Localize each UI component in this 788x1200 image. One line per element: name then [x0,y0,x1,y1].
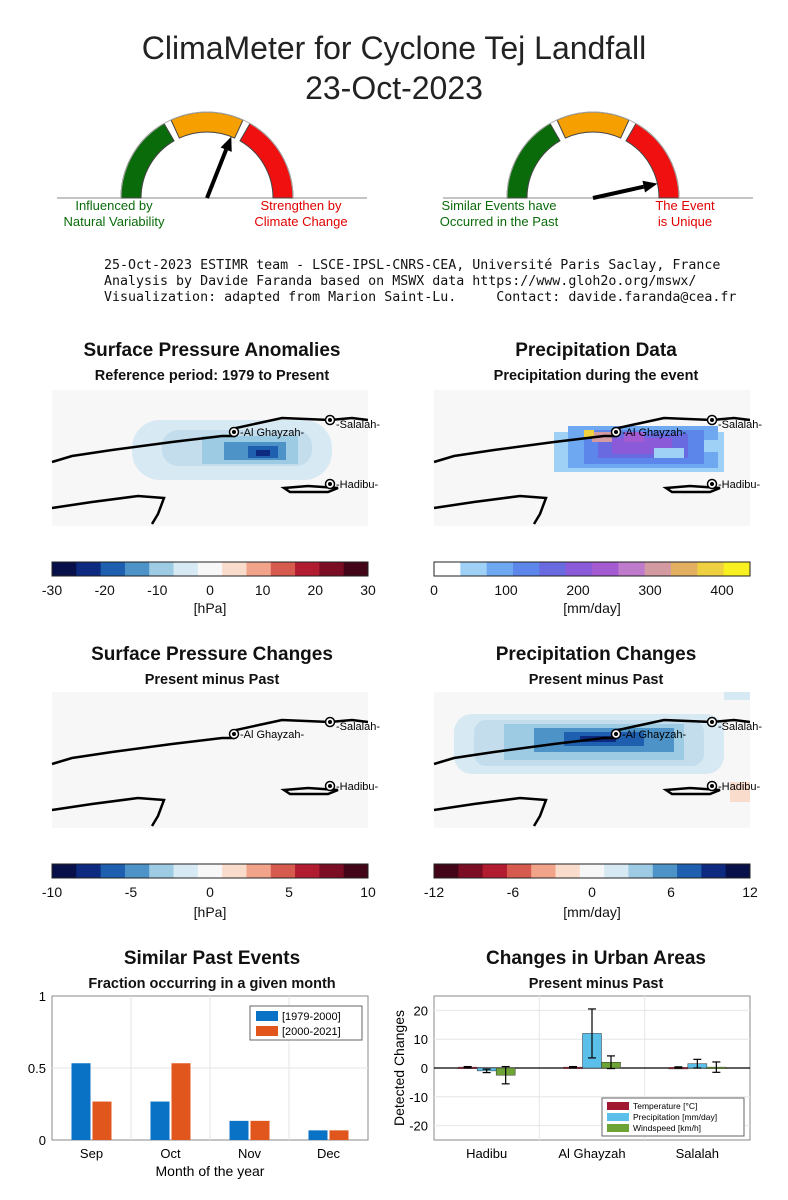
salalah-label: -Salalah- [336,419,381,431]
colorbar-segment [319,562,344,576]
chart1-bar [93,1102,112,1140]
gauge-left-label-right [236,198,366,230]
spe-title: Similar Past Events [123,948,301,969]
colorbar-segment [645,562,672,576]
spc-title: Surface Pressure Changes [91,644,333,665]
al-ghayzah-marker-dot [232,732,236,736]
chart-changes-urban-areas [391,996,750,1161]
chart2-ytick: 20 [413,1003,428,1019]
spa-ticks [41,582,376,602]
credits-line3: Visualization: adapted from Marion Saint-Lu. Contact: davide.faranda@cea.fr [104,290,737,305]
credits [104,258,736,306]
spa-tick: 0 [206,582,214,598]
hadibu-label: -Hadibu- [718,781,761,793]
colorbar-segment [198,864,223,878]
chart2-legend-swatch [607,1113,629,1121]
pd-tick: 400 [710,582,734,598]
spc-tick: -10 [41,884,63,900]
chart1-ytick: 1 [38,989,46,1004]
colorbar-pc [434,864,750,878]
pd-subtitle: Precipitation during the event [493,368,699,384]
colorbar-segment [458,864,483,878]
colorbar-segment [101,864,126,878]
pc-tick: 6 [667,884,675,900]
spc-tick: 10 [360,884,376,900]
map-pd [434,390,763,526]
gauge-right [443,112,753,198]
pc-tick: 0 [588,884,596,900]
gauge-left-needle [207,150,226,198]
pd-title: Precipitation Data [515,340,677,361]
colorbar-segment [653,864,678,878]
chart1-ytick: 0.5 [27,1061,46,1076]
map-pc [434,692,763,828]
spa-tick: 30 [360,582,376,598]
colorbar-segment [174,562,199,576]
colorbar-segment [198,562,223,576]
chart2-ytick: 10 [413,1032,428,1048]
spa-unit: [hPa] [193,600,227,616]
al-ghayzah-label: -Al Ghayzah- [240,427,305,439]
pd-tick: 300 [638,582,662,598]
chart1-bar [72,1063,91,1140]
gauge-left-label-left-line1: Influenced by [75,198,153,213]
colorbar-segment [76,864,101,878]
spa-tick: 20 [307,582,324,598]
colorbar-segment [101,562,126,576]
chart2-ytick: 0 [420,1061,428,1076]
chart1-bar [230,1121,249,1140]
pc-ticks [423,884,758,904]
al-ghayzah-label: -Al Ghayzah- [622,427,687,439]
al-ghayzah-marker-dot [614,430,618,434]
chart1-legend-swatch [256,1026,278,1036]
salalah-label: -Salalah- [336,721,381,733]
spc-tick: 0 [206,884,214,900]
chart2-xtick: Salalah [675,1146,720,1161]
colorbar-segment [222,864,247,878]
colorbar-segment [580,864,605,878]
salalah-marker-dot [328,418,332,422]
spa-tick: -30 [41,582,63,598]
chart1-bar [151,1102,170,1140]
chart2-legend-label: Temperature [°C] [633,1101,698,1111]
colorbar-segment [724,562,751,576]
colorbar-segment [507,864,532,878]
colorbar-segment [628,864,653,878]
salalah-marker-dot [710,720,714,724]
chart-similar-past-events [28,989,368,1179]
chart1-legend-label: [2000-2021] [282,1026,341,1038]
colorbar-segment [483,864,508,878]
colorbar-segment [539,562,566,576]
hadibu-label: -Hadibu- [336,781,379,793]
chart1-ytick: 0 [38,1133,46,1148]
spc-tick: 5 [285,884,293,900]
map-spc [52,692,381,828]
pd-unit: [mm/day] [563,600,621,616]
gauge-left-label-right-line1: Strengthen by [260,198,342,213]
colorbar-segment [52,562,77,576]
map-spa [52,390,381,526]
spa-tick: 10 [254,582,271,598]
gauge-right-label-left [424,198,574,230]
colorbar-segment [149,864,174,878]
salalah-label: -Salalah- [718,419,763,431]
chart1-xtick: Sep [79,1146,104,1161]
colorbar-segment [76,562,101,576]
credits-line1: 25-Oct-2023 ESTIMR team - LSCE-IPSL-CNRS-CEA, Université Paris Saclay, France [104,258,721,273]
spc-unit: [hPa] [193,904,227,920]
hadibu-label: -Hadibu- [718,479,761,491]
gauge-left-needle-head [221,137,232,152]
gauge-left-label-left [44,198,184,230]
colorbar-pd [434,562,750,576]
event-date: 23-Oct-2023 [305,70,483,106]
colorbar-segment [677,864,702,878]
spc-subtitle: Present minus Past [144,672,280,688]
colorbar-segment [487,562,514,576]
al-ghayzah-marker-dot [614,732,618,736]
spa-tick: -10 [147,582,168,598]
colorbar-segment [513,562,540,576]
al-ghayzah-label: -Al Ghayzah- [240,729,305,741]
pd-tick: 0 [430,582,438,598]
chart1-bar [251,1121,270,1140]
colorbar-segment [319,864,344,878]
colorbar-segment [697,562,724,576]
colorbar-segment [174,864,199,878]
chart2-legend-swatch [607,1102,629,1110]
salalah-marker-dot [710,418,714,422]
colorbar-segment [344,864,369,878]
salalah-marker-dot [328,720,332,724]
pd-tick: 100 [494,582,518,598]
chart2-xtick: Hadibu [466,1146,508,1161]
colorbar-segment [344,562,369,576]
chart2-legend-label: Windspeed [km/h] [633,1123,702,1133]
chart2-ytick: -20 [409,1118,428,1134]
hadibu-label: -Hadibu- [336,479,379,491]
colorbar-segment [726,864,751,878]
credits-line2: Analysis by Davide Faranda based on MSWX data https://www.gloh2o.org/mswx/ [104,274,697,289]
pd-tick: 200 [566,582,590,598]
colorbar-segment [125,864,150,878]
chart2-xtick: Al Ghayzah [558,1146,626,1161]
colorbar-segment [566,562,593,576]
pc-tick: 12 [742,884,758,900]
pc-tick: -6 [506,884,520,900]
spe-subtitle: Fraction occurring in a given month [88,976,336,992]
colorbar-segment [434,864,459,878]
page-title: ClimaMeter for Cyclone Tej Landfall [141,30,647,66]
hadibu-marker-dot [710,482,714,486]
colorbar-segment [604,864,629,878]
spa-tick: -20 [94,582,115,598]
spc-tick: -5 [124,884,138,900]
chart2-legend [602,1098,744,1136]
spa-subtitle: Reference period: 1979 to Present [94,368,330,384]
colorbar-segment [618,562,645,576]
pc-unit: [mm/day] [563,904,621,920]
chart1-xtick: Nov [237,1146,262,1161]
chart1-bar [330,1130,349,1140]
colorbar-segment [52,864,77,878]
colorbar-segment [531,864,556,878]
gauge-left-label-right-line2: Climate Change [254,214,348,229]
colorbar-spc [52,864,368,878]
colorbar-segment [125,562,150,576]
hadibu-marker-dot [328,482,332,486]
cua-title: Changes in Urban Areas [486,948,706,969]
pc-title: Precipitation Changes [495,644,697,665]
chart2-ytick: -10 [409,1089,428,1105]
colorbar-segment [149,562,174,576]
colorbar-segment [246,562,271,576]
chart2-legend-label: Precipitation [mm/day] [633,1112,718,1122]
gauge-right-label-left-line2: Occurred in the Past [439,214,559,229]
pc-subtitle: Present minus Past [528,672,664,688]
bottom-charts [0,990,788,1180]
gauge-right-needle-head [642,181,657,193]
chart2-legend-swatch [607,1124,629,1132]
chart1-xtick: Dec [316,1146,341,1161]
al-ghayzah-marker-dot [232,430,236,434]
colorbar-segment [246,864,271,878]
colorbar-segment [701,864,726,878]
chart1-bar [309,1130,328,1140]
gauge-left-label-left-line2: Natural Variability [63,214,165,229]
al-ghayzah-label: -Al Ghayzah- [622,729,687,741]
colorbar-segment [556,864,581,878]
gauge-right-label-right-line2: is Unique [657,214,713,229]
chart1-legend-label: [1979-2000] [282,1011,341,1023]
gauge-right-label-right [630,198,740,230]
cua-subtitle: Present minus Past [528,976,664,992]
colorbar-segment [592,562,619,576]
colorbar-segment [434,562,461,576]
chart1-xlabel: Month of the year [155,1163,265,1179]
pc-tick: -12 [423,884,445,900]
hadibu-marker-dot [328,784,332,788]
spa-title: Surface Pressure Anomalies [83,340,341,361]
colorbar-segment [671,562,698,576]
colorbar-segment [295,864,320,878]
pd-ticks [430,582,750,602]
gauge-left [57,112,367,198]
gauge-right-label-left-line1: Similar Events have [441,198,557,213]
gauge-right-needle [593,187,644,198]
spc-ticks [41,884,376,904]
chart2-ylabel: Detected Changes [391,1010,407,1126]
colorbar-segment [271,562,296,576]
colorbar-segment [271,864,296,878]
colorbar-segment [295,562,320,576]
hadibu-marker-dot [710,784,714,788]
chart1-legend-swatch [256,1011,278,1021]
chart1-xtick: Oct [160,1146,181,1161]
colorbar-segment [460,562,487,576]
chart1-bar [172,1063,191,1140]
colorbar-spa [52,562,368,576]
chart1-legend [250,1006,362,1040]
salalah-label: -Salalah- [718,721,763,733]
gauge-right-label-right-line1: The Event [655,198,715,213]
colorbar-segment [222,562,247,576]
